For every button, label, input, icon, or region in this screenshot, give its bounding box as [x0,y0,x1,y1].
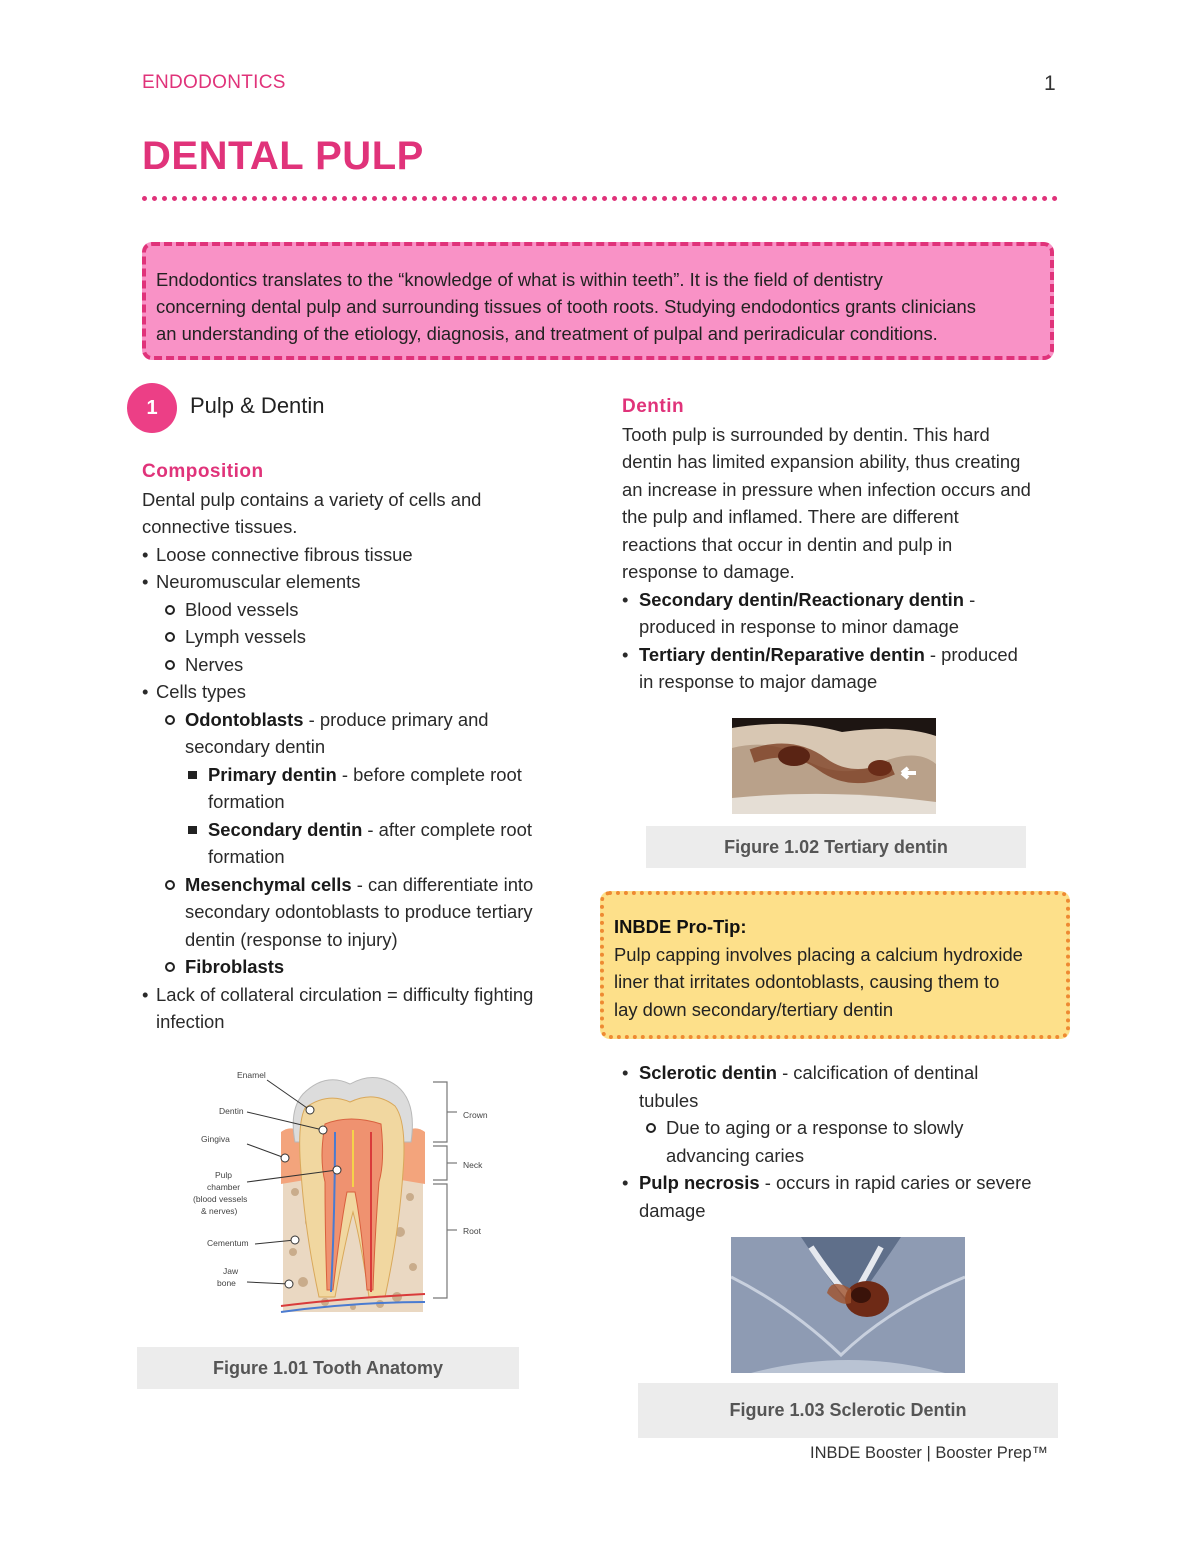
list-item [142,761,582,789]
composition-intro: Dental pulp contains a variety of cells and [142,488,482,510]
label-pulp: & nerves) [201,1206,238,1216]
section-title: Pulp & Dentin [190,393,325,418]
list-item: Blood vessels [142,596,582,624]
label-pulp: Pulp [215,1170,233,1180]
list-item [622,1169,1062,1197]
list-item: Nerves [142,651,582,679]
list-text: - calcification of dentinal [776,1062,979,1083]
tertiary-dentin-photo [732,718,936,814]
term: Pulp necrosis [639,1172,760,1193]
composition-heading: Composition [142,461,264,482]
paragraph-line: reactions that occur in dentin and pulp in [622,533,953,555]
list-item [622,641,1062,669]
intro-line: Endodontics translates to the “knowledge of what is within teeth”. It is the field of dentistry [156,269,883,290]
list-item: Due to aging or a response to slowly [622,1114,1062,1142]
list-continuation: dentin (response to injury) [185,928,398,950]
list-continuation: produced in response to minor damage [639,616,959,637]
paragraph-line: the pulp and inflamed. There are different [622,506,959,527]
label-cementum: Cementum [207,1238,249,1248]
sclerotic-dentin-photo [731,1237,965,1373]
sclerotic-list [622,1059,1062,1224]
list-continuation: damage [639,1199,706,1221]
list-text: - produce primary and [303,708,489,730]
list-text: - after complete root [362,818,532,840]
list-item: • Loose connective fibrous tissue [142,541,582,569]
list-item [142,706,582,734]
composition-intro: connective tissues. [142,516,298,537]
list-item [622,1059,1062,1087]
list-continuation: formation [208,846,285,867]
title-divider [142,196,1058,201]
label-pulp: (blood vessels [193,1194,248,1204]
intro-line: an understanding of the etiology, diagnosis, and treatment of pulpal and periradicular conditions. [156,323,938,344]
paragraph-line: dentin has limited expansion ability, thus creating [622,451,1021,472]
paragraph-line: response to damage. [622,561,795,582]
list-item: • Lack of collateral circulation = difficulty fighting [142,981,582,1009]
list-continuation: advancing caries [666,1144,805,1166]
list-text: - [963,588,976,610]
paragraph-line: an increase in pressure when infection occurs and [622,478,1031,500]
term: Sclerotic dentin [639,1062,777,1083]
label-crown: Crown [463,1110,488,1120]
term: Secondary dentin/Reactionary dentin [639,588,964,610]
label-neck: Neck [463,1160,483,1170]
header-section-label: ENDODONTICS [142,72,286,93]
list-item [142,871,582,899]
list-continuation: tubules [639,1089,699,1111]
label-enamel: Enamel [237,1070,266,1080]
list-item [142,816,582,844]
term: Odontoblasts [185,708,304,730]
label-jaw-bone: bone [217,1278,236,1288]
intro-box [142,242,1054,360]
pro-tip-line: Pulp capping involves placing a calcium hydroxide [614,943,1023,965]
section-number-badge: 1 [127,383,177,433]
figure-caption: Figure 1.01 Tooth Anatomy [137,1347,519,1389]
label-dentin: Dentin [219,1106,244,1116]
pro-tip-line: lay down secondary/tertiary dentin [614,998,894,1020]
list-item: Lymph vessels [142,623,582,651]
list-item [142,953,582,981]
pro-tip-title: INBDE Pro-Tip: [614,916,747,937]
list-continuation: in response to major damage [639,671,878,692]
page-title: DENTAL PULP [142,134,424,178]
tooth-anatomy-diagram [185,1062,505,1322]
label-root: Root [463,1226,481,1236]
pro-tip-box [600,891,1070,1039]
figure-caption: Figure 1.02 Tertiary dentin [646,826,1026,868]
dentin-heading: Dentin [622,396,685,417]
list-item [622,586,1062,614]
paragraph-line: Tooth pulp is surrounded by dentin. This hard [622,423,990,445]
list-item: • Cells types [142,678,582,706]
list-continuation: formation [208,791,285,812]
list-text: - produced [924,643,1018,665]
list-text: - before complete root [336,763,522,785]
figure-caption: Figure 1.03 Sclerotic Dentin [638,1383,1058,1438]
page-number: 1 [1044,72,1056,95]
list-text: - can differentiate into [351,873,534,895]
pro-tip-line: liner that irritates odontoblasts, causing them to [614,971,1000,992]
list-continuation: infection [156,1011,225,1032]
list-text: - occurs in rapid caries or severe [759,1172,1032,1193]
label-pulp: chamber [207,1182,241,1192]
list-continuation: secondary odontoblasts to produce tertiary [185,901,533,922]
footer-brand: INBDE Booster | Booster Prep™ [810,1444,1049,1462]
term: Secondary dentin [208,818,363,840]
region-brackets [433,1082,457,1298]
term: Fibroblasts [185,956,285,977]
label-gingiva: Gingiva [201,1134,230,1144]
label-jaw-bone: Jaw [223,1266,239,1276]
intro-line: concerning dental pulp and surrounding tissues of tooth roots. Studying endodontics grants clinicians [156,296,976,317]
term: Mesenchymal cells [185,873,352,895]
composition-column [142,458,582,1036]
list-item: • Neuromuscular elements [142,568,582,596]
term: Primary dentin [208,763,337,785]
term: Tertiary dentin/Reparative dentin [639,643,925,665]
list-continuation: secondary dentin [185,736,326,757]
dentin-column [622,393,1062,696]
